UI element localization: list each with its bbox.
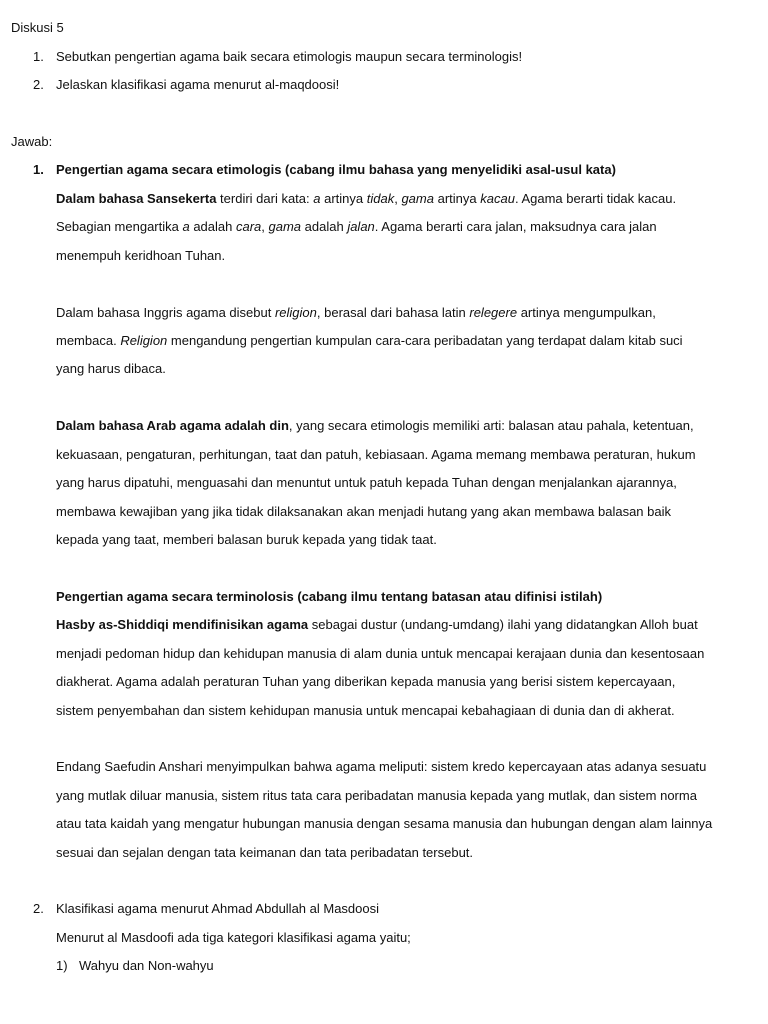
paragraph-line: Dalam bahasa Arab agama adalah din, yang secara etimologis memiliki arti: balasan atau pahala, ketentuan, [56,418,694,433]
paragraph-line: sistem penyembahan dan sistem kehidupan manusia untuk mencapai kebahagiaan di dunia dan di akherat. [56,703,675,718]
paragraph-line: Dalam bahasa Sansekerta terdiri dari kata: a artinya tidak, gama artinya kacau. Agama berarti tidak kacau. [56,191,677,206]
paragraph-line: membaca. Religion mengandung pengertian kumpulan cara-cara peribadatan yang terdapat dalam kitab suci [56,333,683,348]
sub-item-number: 1) [56,958,68,973]
paragraph-line: kekuasaan, pengaturan, perhitungan, taat dan patuh, kebiasaan. Agama memang membawa peraturan, hukum [56,447,696,462]
answer-number: 1. [33,162,44,177]
paragraph-line: yang mutlak diluar manusia, sistem ritus tata cara peribadatan manusia kepada yang mutlak, dan sistem norma [56,788,697,803]
paragraph-line: membawa kewajiban yang jika tidak dilaksanakan akan menjadi hutang yang akan membawa balasan baik [56,504,671,519]
answer-number: 2. [33,901,44,916]
terminology-heading: Pengertian agama secara terminolosis (cabang ilmu tentang batasan atau difinisi istilah) [56,589,603,604]
paragraph-line: Dalam bahasa Inggris agama disebut religion, berasal dari bahasa latin relegere artinya mengumpulkan, [56,305,656,320]
paragraph-line: Menurut al Masdoofi ada tiga kategori klasifikasi agama yaitu; [56,930,411,945]
etymology-heading: Pengertian agama secara etimologis (cabang ilmu bahasa yang menyelidiki asal-usul kata) [56,162,616,177]
paragraph-line: yang harus dipatuhi, menguasahi dan menuntut untuk patuh kepada Tuhan dengan menjalankan ajarannya, [56,475,677,490]
question-number: 2. [33,77,44,92]
question-number: 1. [33,49,44,64]
paragraph-line: menjadi pedoman hidup dan kehidupan manusia di alam dunia untuk mencapai kerajaan dunia dan kesentosaan [56,646,705,661]
paragraph-line: Endang Saefudin Anshari menyimpulkan bahwa agama meliputi: sistem kredo kepercayaan atas adanya sesuatu [56,759,707,774]
paragraph-line: kepada yang taat, memberi balasan buruk kepada yang tidak taat. [56,532,437,547]
paragraph-line: menempuh keridhoan Tuhan. [56,248,226,263]
question-text: Sebutkan pengertian agama baik secara etimologis maupun secara terminologis! [56,49,523,64]
classification-heading: Klasifikasi agama menurut Ahmad Abdullah al Masdoosi [56,901,380,916]
paragraph-line: atau tata kaidah yang mengatur hubungan manusia dengan sesama manusia dan hubungan dengan alam lainnya [56,816,713,831]
paragraph-line: Sebagian mengartika a adalah cara, gama adalah jalan. Agama berarti cara jalan, maksudnya cara jalan [56,219,657,234]
document-title: Diskusi 5 [11,20,64,35]
paragraph-line: diakherat. Agama adalah peraturan Tuhan yang diberikan kepada manusia yang berisi sistem kepercayaan, [56,674,676,689]
question-text: Jelaskan klasifikasi agama menurut al-maqdoosi! [56,77,340,92]
paragraph-line: yang harus dibaca. [56,361,166,376]
sub-item-text: Wahyu dan Non-wahyu [79,958,214,973]
answer-label: Jawab: [11,134,53,149]
paragraph-line: sesuai dan sejalan dengan tata keimanan dan tata peribadatan tersebut. [56,845,474,860]
paragraph-line: Hasby as-Shiddiqi mendifinisikan agama sebagai dustur (undang-umdang) ilahi yang didatangkan Alloh buat [56,617,698,632]
